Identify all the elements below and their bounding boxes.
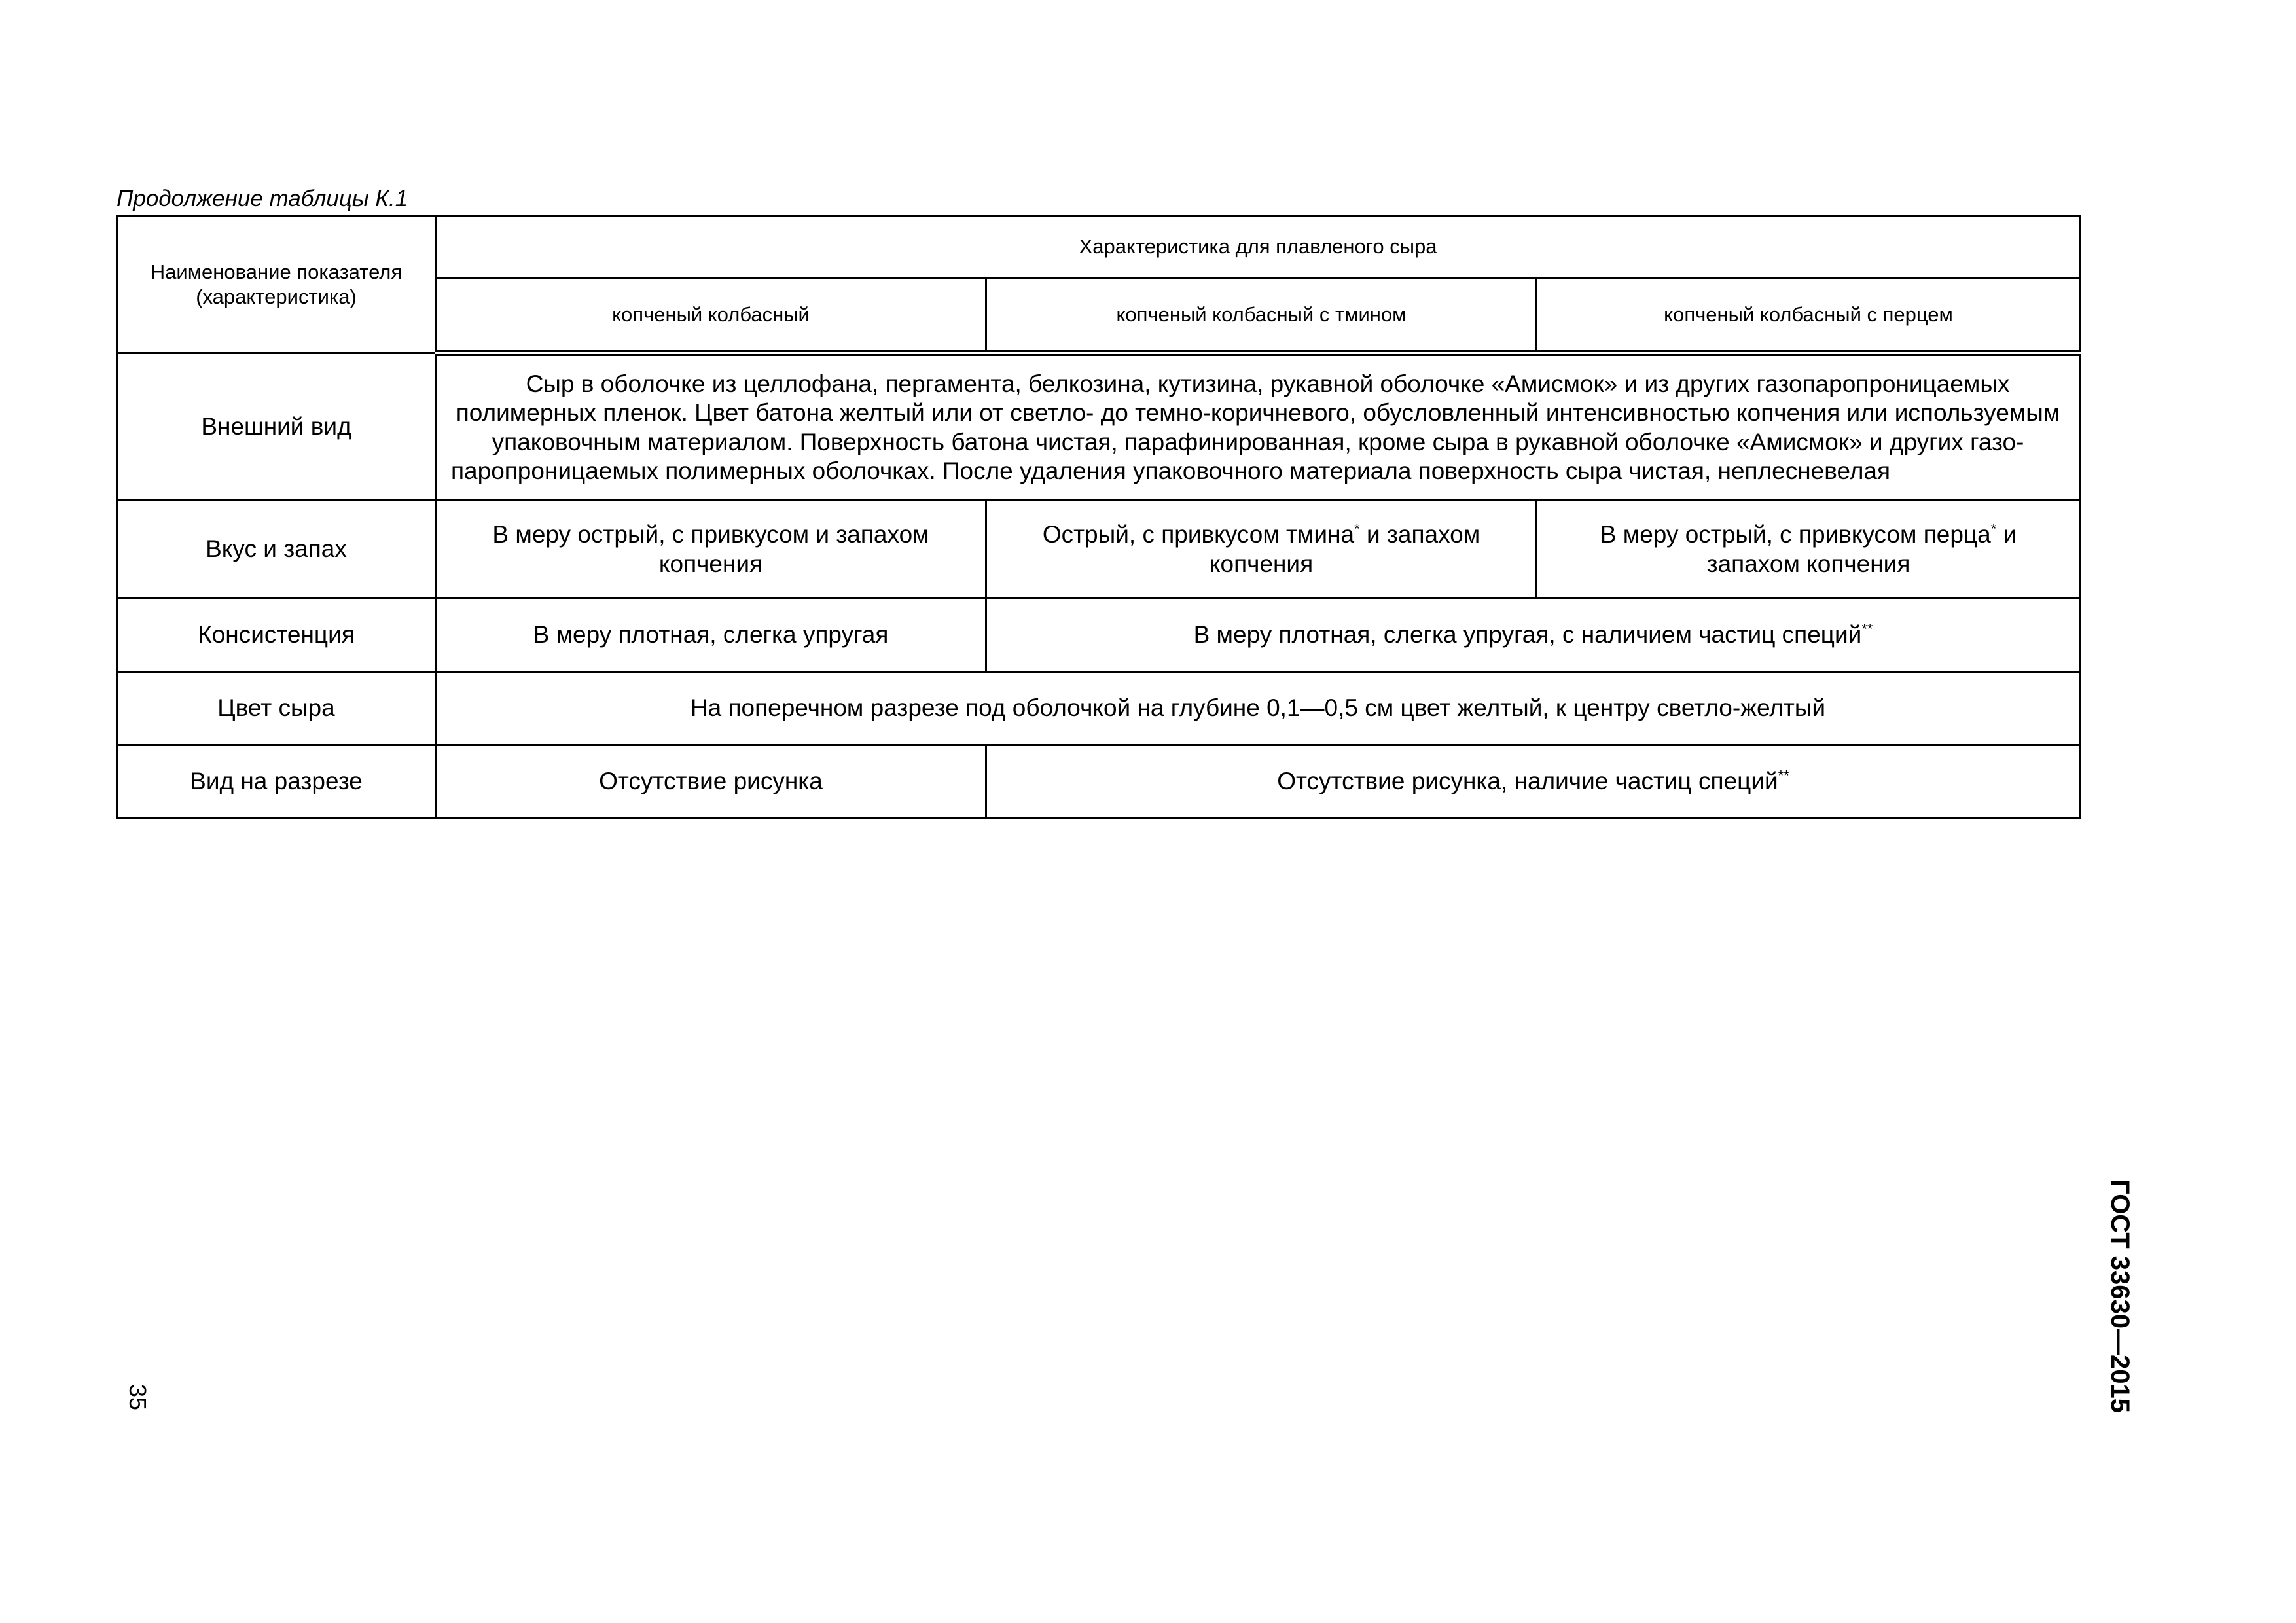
taste-col-2-text: Острый, с привкусом тмина: [1042, 521, 1355, 548]
section-col-1: Отсутствие рисунка: [436, 745, 986, 819]
table-caption: Продолжение таблицы К.1: [117, 186, 408, 211]
table-row: [117, 501, 2081, 599]
color-description: На поперечном разрезе под оболочкой на глубине 0,1—0,5 см цвет желтый, к центру светло-желтый: [436, 672, 2081, 745]
taste-col-1: В меру острый, с привкусом и запахом копчения: [436, 501, 986, 599]
taste-col-2: [986, 501, 1537, 599]
consistency-col-1: В меру плотная, слегка упругая: [436, 599, 986, 672]
row-name: Цвет сыра: [117, 672, 436, 745]
consistency-col-2-3: [986, 599, 2081, 672]
header-indicator-name: Наименование показателя (характеристика): [117, 216, 436, 353]
page-number: [124, 1371, 151, 1423]
page-number-text: 35: [124, 1383, 152, 1411]
table-row: [117, 745, 2081, 819]
footnote-mark: **: [1778, 767, 1789, 784]
subheader-col-3: копченый колбасный с перцем: [1537, 278, 2081, 353]
appearance-description: [436, 353, 2081, 501]
taste-col-3-text-end: и запахом копчения: [1706, 521, 2017, 577]
header-row: [117, 216, 2081, 278]
row-name: Вид на разрезе: [117, 745, 436, 819]
taste-col-2-text-end: и запахом копчения: [1209, 521, 1480, 577]
subheader-col-2: копченый колбасный с тмином: [986, 278, 1537, 353]
standard-code: [2100, 1165, 2139, 1427]
footnote-mark: *: [1990, 520, 1997, 537]
standard-code-text: ГОСТ 33630—2015: [2105, 1179, 2134, 1413]
characteristics-table: [116, 215, 2081, 819]
header-group-title: Характеристика для плавленого сыра: [436, 216, 2081, 278]
table-row: [117, 672, 2081, 745]
footnote-mark: *: [1354, 520, 1360, 537]
taste-col-3: [1537, 501, 2081, 599]
section-col-2-3: [986, 745, 2081, 819]
taste-col-3-text: В меру острый, с привкусом перца: [1600, 521, 1991, 548]
row-name: Внешний вид: [117, 353, 436, 501]
row-name: Консистенция: [117, 599, 436, 672]
table-row: [117, 353, 2081, 501]
subheader-col-1: копченый колбасный: [436, 278, 986, 353]
section-text: Отсутствие рисунка, наличие частиц специй: [1277, 768, 1778, 795]
consistency-text: В меру плотная, слегка упругая, с наличием частиц специй: [1193, 621, 1862, 649]
appearance-text: Сыр в оболочке из целлофана, пергамента, белкозина, кутизина, рукавной оболочке «Амисмок» и из других газопаропроницаемых полимерных пленок. Цвет батона желтый или от светло- до темно-коричневого, обусловленный интенсивностью копчения или используемым упаковочным материалом. Поверхность батона чистая, парафинированная, кроме сыра в рукавной оболочке «Амисмок» и других газо-паропроницаемых полимерных оболочках. После удаления упаковочного материала поверхность сыра чистая, неплесневелая: [451, 370, 2060, 484]
footnote-mark: **: [1861, 620, 1873, 637]
table-row: [117, 599, 2081, 672]
row-name: Вкус и запах: [117, 501, 436, 599]
